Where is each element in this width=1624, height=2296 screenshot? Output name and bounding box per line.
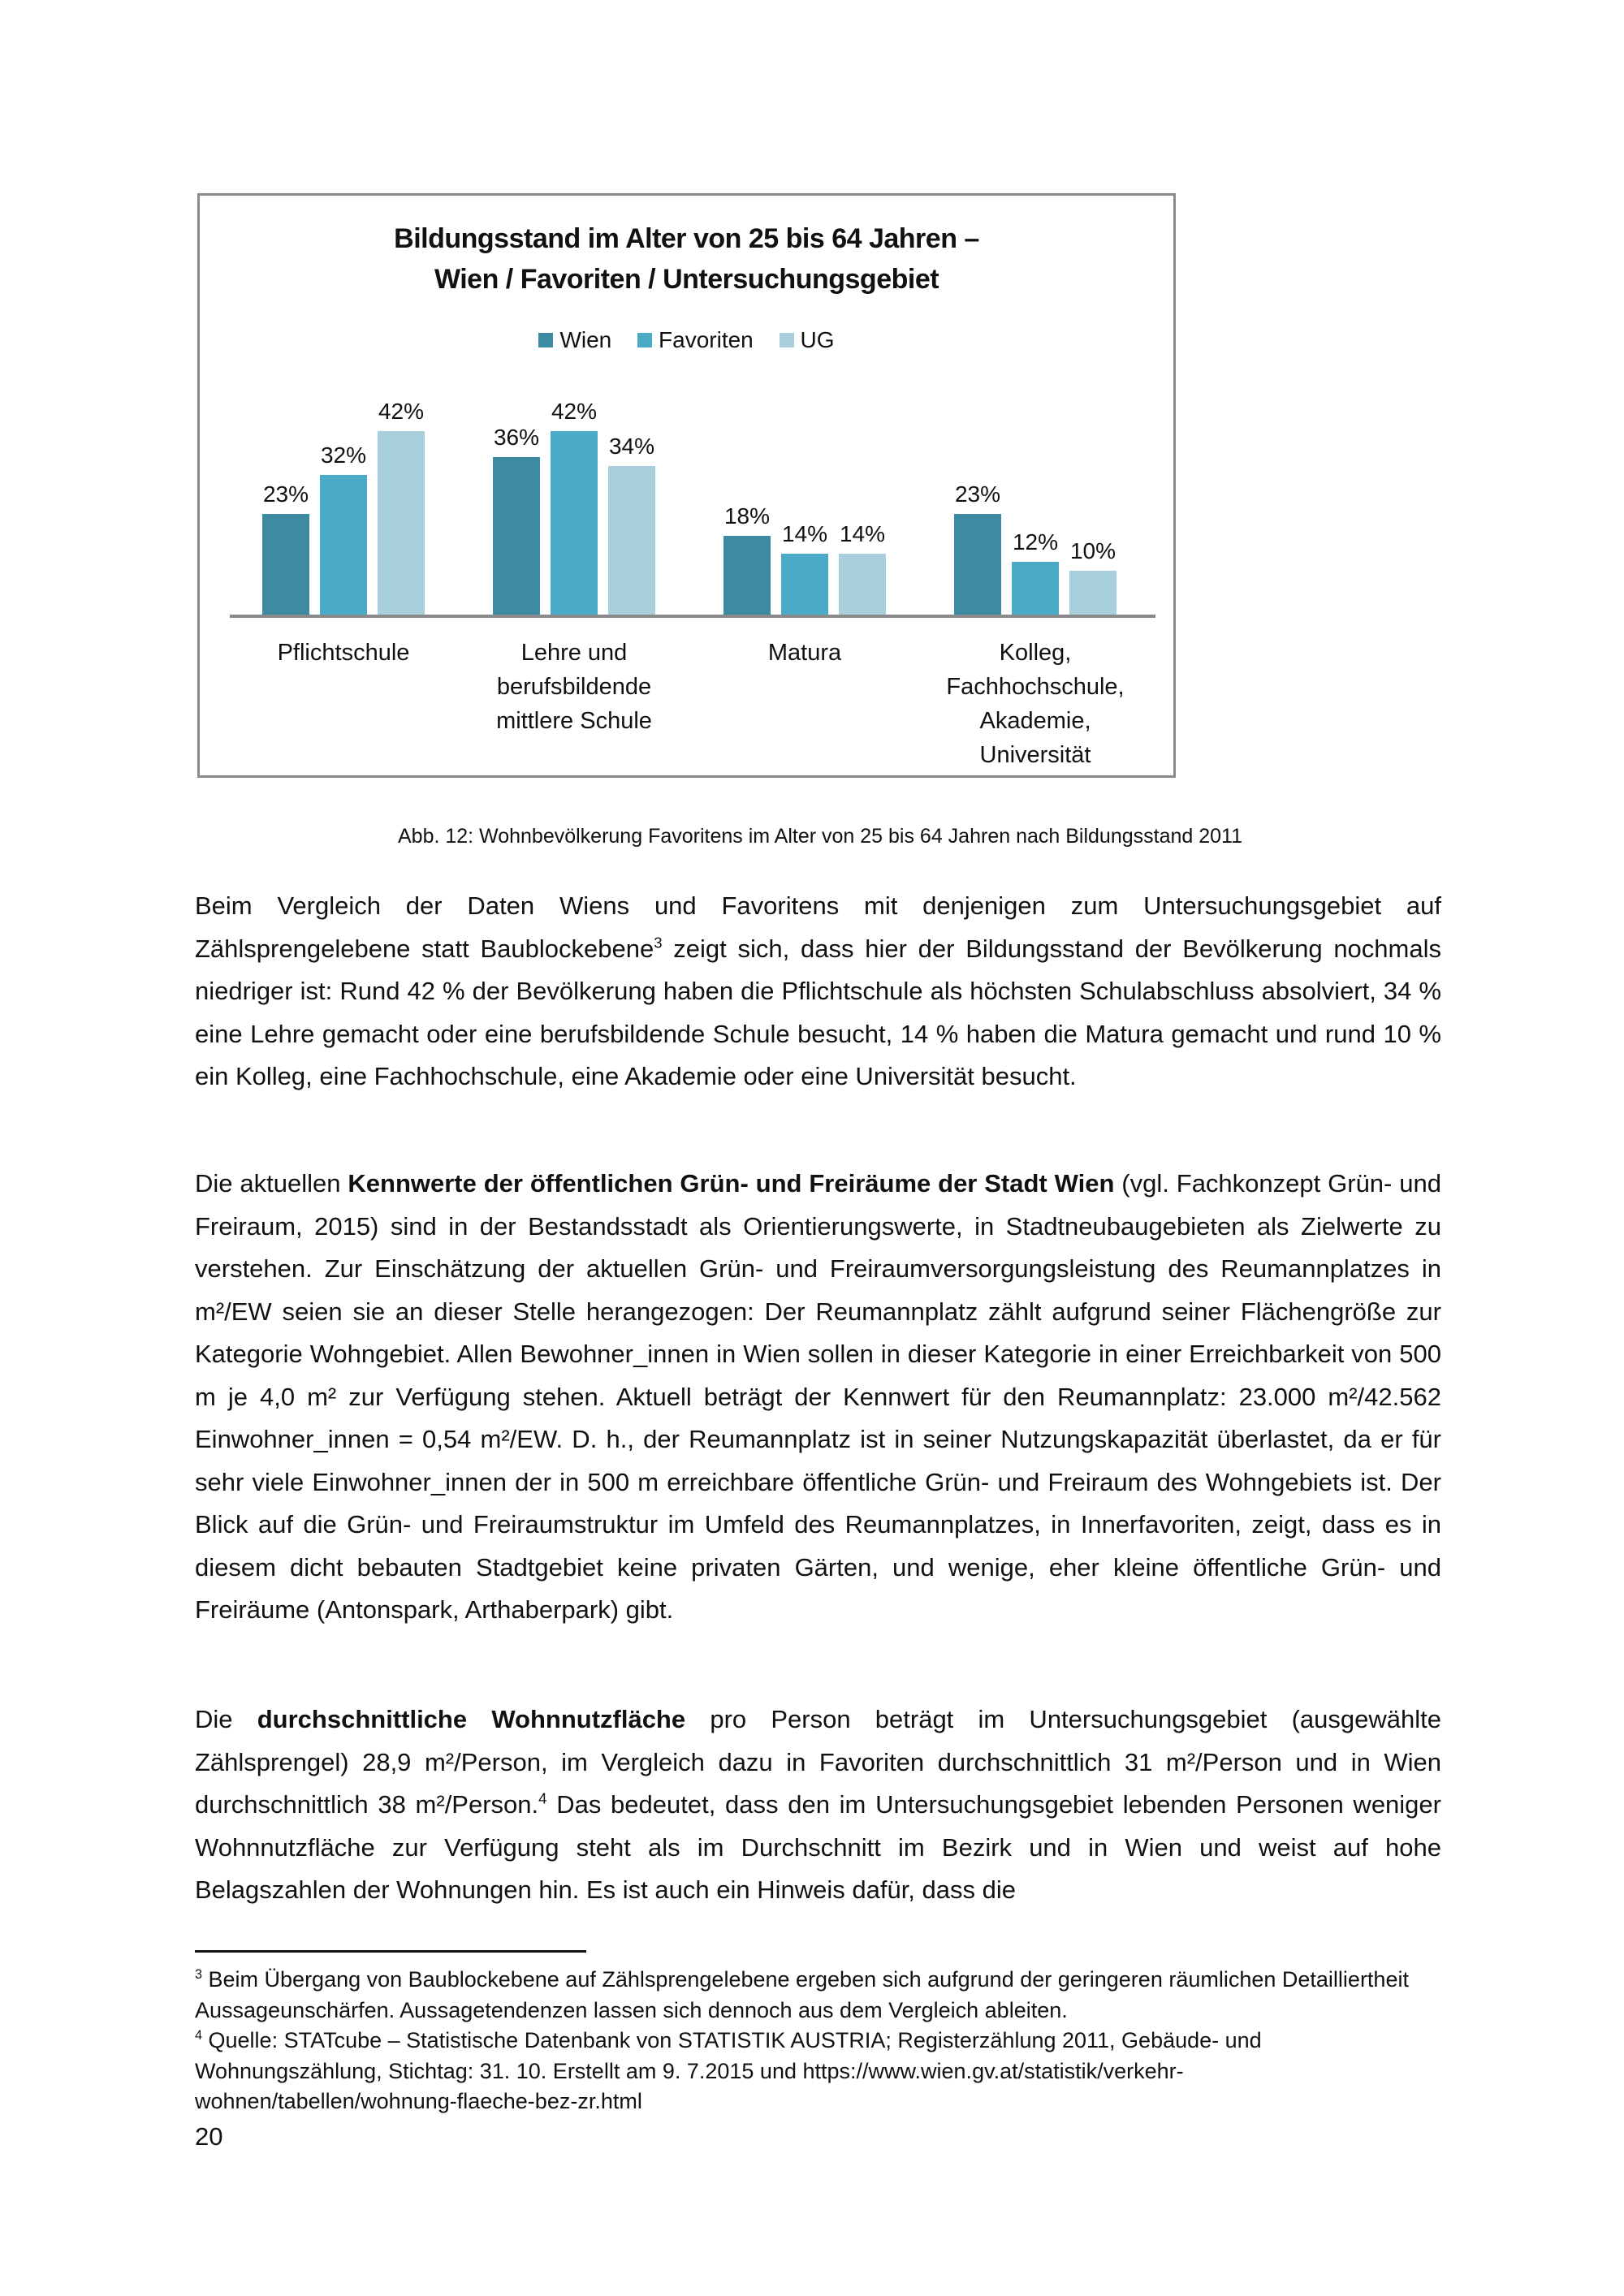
paragraph-bold-text: Kennwerte der öffentlichen Grün- und Freiräume der Stadt Wien [348, 1169, 1115, 1198]
paragraph-text: Die aktuellen [195, 1169, 348, 1198]
bar-value-label: 42% [551, 399, 598, 425]
bar-value-label: 23% [954, 481, 1001, 507]
paragraph-3 [195, 1698, 1441, 1912]
bar-wien [493, 457, 540, 615]
footnote-separator [195, 1950, 586, 1953]
bar-value-label: 18% [723, 503, 771, 529]
paragraph-1 [195, 885, 1441, 1098]
footnote-3 [195, 1965, 1445, 2026]
footnote-4 [195, 2026, 1445, 2117]
bar-ug [1069, 571, 1116, 615]
page-number: 20 [195, 2122, 223, 2151]
bar-favoriten [1012, 562, 1059, 615]
bar-value-label: 36% [493, 425, 540, 451]
bar-value-label: 23% [262, 481, 309, 507]
paragraph-text: Beim Vergleich der Daten Wiens und Favoritens mit denjenigen zum Untersuchungsgebiet auf Zählsprengelebene statt Baublockebene [195, 891, 1441, 963]
bar-ug [839, 554, 886, 615]
bar-wien [954, 514, 1001, 615]
footnote-number: 4 [195, 2028, 203, 2043]
category-label: Lehre und berufsbildende mittlere Schule [496, 640, 652, 734]
footnotes [195, 1965, 1445, 2117]
bar-value-label: 32% [320, 442, 367, 468]
paragraph-text: Das bedeutet, dass den im Untersuchungsgebiet lebenden Personen weniger Wohnnutzfläche zur Verfügung steht als im Durchschnitt im Bezirk und in Wien und weist auf hohe Belagszahlen der Wohnungen hin. Es ist auch ein Hinweis dafür, dass die [195, 1790, 1441, 1904]
bar-favoriten [320, 475, 367, 615]
footnote-ref-4[interactable]: 4 [538, 1789, 547, 1807]
footnote-ref-3[interactable]: 3 [654, 934, 663, 952]
paragraph-text: zeigt sich, dass hier der Bildungsstand der Bevölkerung nochmals niedriger ist: Rund 42 % der Bevölkerung haben die Pflichtschule als höchsten Schulabschluss absolviert, 34 % eine Lehre gemacht oder eine berufsbildende Schule besucht, 14 % haben die Matura gemacht und rund 10 % ein Kolleg, eine Fachhochschule, eine Akademie oder eine Universität besucht. [195, 934, 1441, 1090]
plot-area [200, 196, 1173, 775]
paragraph-bold-text: durchschnittliche Wohnnutzfläche [257, 1705, 686, 1733]
figure-caption: Abb. 12: Wohnbevölkerung Favoritens im Alter von 25 bis 64 Jahren nach Bildungsstand 2011 [397, 825, 1242, 848]
footnote-text: Beim Übergang von Baublockebene auf Zählsprengelebene ergeben sich aufgrund der geringeren räumlichen Detailliertheit Aussageunschärfen. Aussagetendenzen lassen sich dennoch aus dem Vergleich ableiten. [195, 1967, 1409, 2022]
bar-favoriten [551, 431, 598, 615]
category-label: Pflichtschule [277, 640, 410, 666]
bar-wien [723, 536, 771, 615]
bar-ug [608, 466, 655, 615]
bar-wien [262, 514, 309, 615]
bar-ug [378, 431, 425, 615]
bar-chart [197, 193, 1176, 778]
bar-value-label: 10% [1069, 538, 1116, 564]
category-label: Matura [767, 640, 842, 666]
paragraph-text: (vgl. Fachkonzept Grün- und Freiraum, 2015) sind in der Bestandsstadt als Orientierungswerte, in Stadtneubaugebieten als Zielwerte zu verstehen. Zur Einschätzung der aktuellen Grün- und Freiraumversorgungsleistung des Reumannplatzes in m²/EW seien sie an dieser Stelle herangezogen: Der Reumannplatz zählt aufgrund seiner Flächengröße zur Kategorie Wohngebiet. Allen Bewohner_innen in Wien sollen in dieser Kategorie in einer Erreichbarkeit von 500 m je 4,0 m² zur Verfügung stehen. Aktuell beträgt der Kennwert für den Reumannplatz: 23.000 m²/42.562 Einwohner_innen = 0,54 m²/EW. D. h., der Reumannplatz ist in seiner Nutzungskapazität überlastet, da er für sehr viele Einwohner_innen der in 500 m erreichbare öffentliche Grün- und Freiraum des Wohngebiets ist. Der Blick auf die Grün- und Freiraumstruktur im Umfeld des Reumannplatzes, in Innerfavoriten, zeigt, dass es in diesem dicht bebauten Stadtgebiet keine privaten Gärten, und wenige, eher kleine öffentliche Grün- und Freiräume (Antonspark, Arthaberpark) gibt. [195, 1169, 1441, 1624]
bar-value-label: 14% [781, 520, 828, 546]
bar-value-label: 14% [839, 520, 886, 546]
chart-title-line-2: Wien / Favoriten / Untersuchungsgebiet [434, 264, 939, 295]
paragraph-2 [195, 1163, 1441, 1632]
legend-label: Favoriten [659, 327, 754, 352]
x-axis-line [230, 615, 1155, 618]
category-label: Kolleg, Fachhochschule, Akademie, Universität [946, 640, 1125, 768]
footnote-number: 3 [195, 1967, 203, 1982]
paragraph-text: Die [195, 1705, 257, 1733]
legend-label: Wien [559, 327, 612, 352]
bar-favoriten [781, 554, 828, 615]
legend-label: UG [800, 327, 835, 352]
bar-value-label: 34% [608, 434, 655, 460]
bar-value-label: 12% [1012, 529, 1059, 555]
bar-value-label: 42% [378, 399, 425, 425]
footnote-text: Quelle: STATcube – Statistische Datenbank von STATISTIK AUSTRIA; Registerzählung 2011, Gebäude- und Wohnungszählung, Stichtag: 31. 10. Erstellt am 9. 7.2015 und https://www.wien.gv.at/statistik/verkehr-wohnen/tabellen/wohnung-flaeche-bez-zr.html [195, 2028, 1262, 2113]
chart-title-line-1: Bildungsstand im Alter von 25 bis 64 Jahren – [394, 223, 979, 254]
paragraph-text: pro Person beträgt im Untersuchungsgebiet (ausgewählte Zählsprengel) 28,9 m²/Person, im Vergleich dazu in Favoriten durchschnittlich 31 m²/Person und in Wien durchschnittlich 38 m²/Person. [195, 1705, 1442, 1819]
